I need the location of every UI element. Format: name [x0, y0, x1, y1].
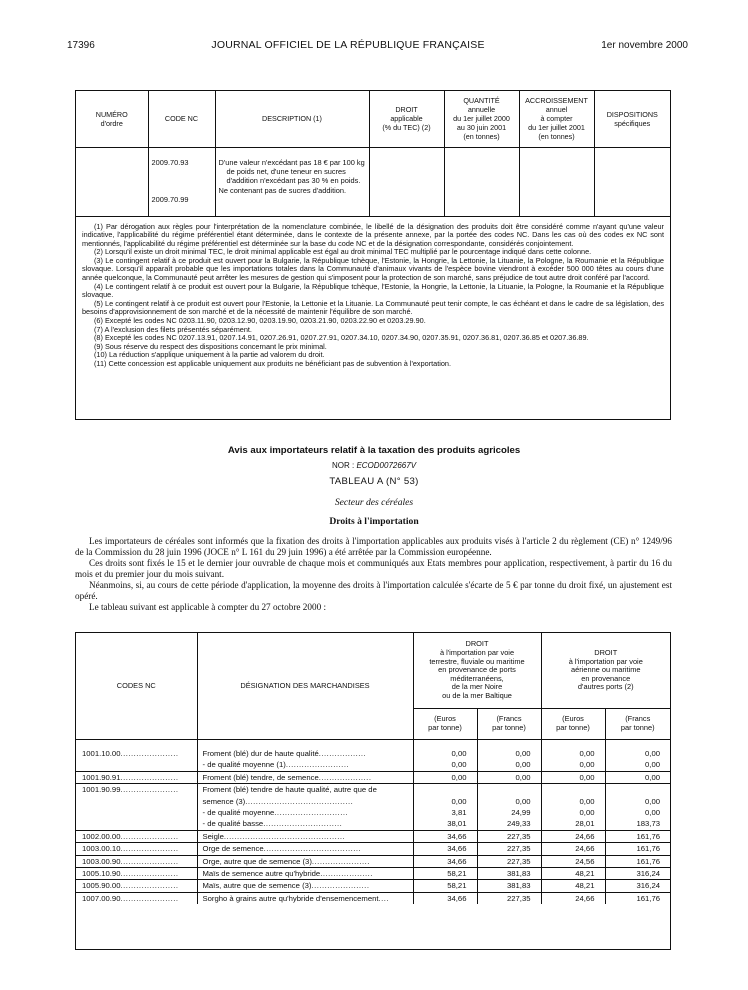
table-row	[76, 818, 670, 830]
designation-cell: Froment (blé) dur de haute qualité..................	[197, 740, 413, 760]
value-cell: 249,33	[477, 818, 541, 830]
table-row	[76, 880, 670, 892]
footnote: (2) Lorsqu'il existe un droit minimal TEC, le droit minimal applicable est égal au droit minimal TEC multiplié par le pourcentage indiqué dans cette colonne.	[94, 247, 592, 257]
col-francs-terrestre: (Francs par tonne)	[477, 709, 541, 740]
code-cell: 1005.10.90......................	[76, 868, 197, 880]
footnote: (5) Le contingent relatif à ce produit est ouvert pour l'Estonie, la Lettonie et la Lituanie. La Communauté peut tenir compte, le cas échéant et dans le cadre de sa législation, des besoins d'approvisionnement de son marché et de la nécessité de maintenir l'équilibre de son marché.	[82, 298, 664, 317]
paragraph: Le tableau suivant est applicable à compter du 27 octobre 2000 :	[89, 602, 327, 612]
col-droit: DROIT applicable (% du TEC) (2)	[369, 91, 444, 147]
value-cell: 227,35	[477, 855, 541, 867]
table-row	[76, 784, 670, 796]
designation-cell: Seigle..............................................	[197, 830, 413, 842]
col-accroissement: ACCROISSEMENT annuel à compter du 1er juillet 2001 (en tonnes)	[519, 91, 594, 147]
value-cell: 0,00	[645, 796, 660, 806]
designation-cell: Orge, autre que de semence (3)......................	[197, 855, 413, 867]
footnote: (8) Excepté les codes NC 0207.13.91, 0207.14.91, 0207.26.91, 0207.27.91, 0207.34.10, 0207.34.90, 0207.35.91, 0207.36.81, 0207.36.85 et 0207.36.89.	[94, 333, 589, 343]
table-row	[76, 771, 670, 783]
value-cell: 24,99	[477, 807, 541, 818]
table-row	[76, 830, 670, 842]
value-cell: 0,00	[413, 796, 477, 807]
value-cell: 34,66	[413, 892, 477, 904]
footnote: (10) La réduction s'applique uniquement à la partie ad valorem du droit.	[94, 350, 325, 360]
value-cell: 28,01	[541, 818, 605, 830]
table-row	[76, 807, 670, 818]
col-designation: DÉSIGNATION DES MARCHANDISES	[197, 633, 413, 740]
table-row	[76, 740, 670, 760]
value-cell: 0,00	[413, 771, 477, 783]
section-title: Droits à l'importation	[329, 516, 419, 527]
value-cell: 0,00	[645, 749, 660, 758]
col-euros-aerienne: (Euros par tonne)	[541, 709, 605, 740]
col-francs-aerienne: (Francs par tonne)	[605, 709, 670, 740]
value-cell: 381,83	[477, 880, 541, 892]
value-cell: 34,66	[413, 843, 477, 855]
value-cell	[541, 784, 605, 796]
tableau-title: TABLEAU A (N° 53)	[329, 476, 419, 487]
value-cell: 227,35	[477, 892, 541, 904]
footnote: (1) Par dérogation aux règles pour l'interprétation de la nomenclature combinée, le libellé de la désignation des produits doit être considéré comme n'ayant qu'une valeur indicative, l'applicabilité du régime préférentiel étant déterminée, dans le contexte de la présente annexe, par la portée des codes NC. Dans les cas où des codes ex NC sont mentionnés, l'applicabilité du régime préférentiel est déterminée sur la base du code NC et de la désignation correspondante, considérés conjointement.	[82, 221, 664, 248]
value-cell: 48,21	[541, 868, 605, 880]
page-header	[67, 37, 688, 53]
value-cell: 0,00	[477, 759, 541, 771]
designation-cell: Sorgho à grains autre qu'hybride d'ensemencement....	[197, 892, 413, 904]
table-row	[76, 855, 670, 867]
footnote: (11) Cette concession est applicable uniquement aux produits ne bénéficiant pas de subvention à l'exportation.	[94, 359, 452, 368]
page-number: 17396	[67, 39, 95, 51]
paragraph: Ces droits sont fixés le 15 et le dernier jour ouvrable de chaque mois et communiqués aux Etats membres pour application, respectivement, à partir du 16 du mois et du premier jour du mois suivant.	[75, 558, 672, 579]
value-cell: 0,00	[541, 771, 605, 783]
value-cell: 0,00	[541, 796, 605, 807]
value-cell: 0,00	[541, 740, 605, 760]
designation-cell: Maïs de semence autre qu'hybride....................	[197, 868, 413, 880]
description-cell: D'une valeur n'excédant pas 18 € par 100 kg de poids net, d'une teneur en sucres d'addition n'excédant pas 30 % en poids. Ne contenant pas de sucres d'addition.	[215, 147, 369, 216]
col-description: DESCRIPTION (1)	[215, 91, 369, 147]
value-cell: 161,76	[605, 892, 670, 904]
value-cell: 0,00	[477, 771, 541, 783]
designation-cell: Froment (blé) tendre, de semence....................	[197, 771, 413, 783]
footnotes	[76, 217, 670, 369]
code-cell: 1005.90.00......................	[76, 880, 197, 892]
col-dispositions: DISPOSITIONS spécifiques	[594, 91, 670, 147]
value-cell: 58,21	[413, 880, 477, 892]
col-numero: NUMÉRO d'ordre	[76, 91, 148, 147]
value-cell	[605, 784, 670, 796]
code-cell: 1003.00.90......................	[76, 855, 197, 867]
value-cell: 227,35	[477, 843, 541, 855]
value-cell: 58,21	[413, 868, 477, 880]
sector-title: Secteur des céréales	[334, 497, 414, 508]
table-row	[76, 868, 670, 880]
code-cell	[76, 796, 197, 807]
paragraph: Néanmoins, si, au cours de cette période d'application, la moyenne des droits à l'importation calculée s'écarte de 5 € par tonne du droit fixé, un ajustement est opéré.	[75, 580, 672, 601]
col-quantite: QUANTITÉ annuelle du 1er juillet 2000 au 30 juin 2001 (en tonnes)	[444, 91, 519, 147]
value-cell	[477, 784, 541, 796]
code-cell: 1001.90.99......................	[76, 784, 197, 796]
col-code-nc: CODE NC	[148, 91, 215, 147]
value-cell: 227,35	[477, 830, 541, 842]
footnote: (3) Le contingent relatif à ce produit est ouvert pour la Bulgarie, la République tchèque, l'Estonie, la Hongrie, la Lettonie, la Lituanie, la Pologne, la Roumanie et la République slovaque. Lorsqu'il apparaît probable que les importations totales dans la Communauté d'animaux vivants de l'espèce bovine viendront à excéder 500 000 têtes au cours d'une année quelconque, la Communauté peut arrêter les mesures de gestion qui s'imposent pour la protection de son marché, sans préjudice de tout autre droit conféré par l'accord.	[82, 255, 664, 283]
code-cell: 1007.00.90......................	[76, 892, 197, 904]
value-cell: 161,76	[605, 855, 670, 867]
value-cell: 3,81	[413, 807, 477, 818]
designation-cell: Orge de semence.....................................	[197, 843, 413, 855]
value-cell: 34,66	[413, 855, 477, 867]
designation-cell: semence (3).........................................	[197, 796, 413, 807]
value-cell: 0,00	[413, 740, 477, 760]
value-cell: 316,24	[605, 868, 670, 880]
value-cell: 183,73	[636, 819, 660, 829]
table-row	[76, 759, 670, 771]
table-row	[76, 796, 670, 807]
footnote: (4) Le contingent relatif à ce produit est ouvert pour la Bulgarie, la République tchèque, l'Estonie, la Hongrie, la Lettonie, la Lituanie, la Pologne, la Roumanie et la République slovaque.	[82, 281, 664, 300]
designation-cell: Froment (blé) tendre de haute qualité, autre que de	[197, 784, 413, 796]
duties-table	[76, 633, 670, 904]
designation-cell: - de qualité moyenne (1)........................	[197, 759, 413, 771]
value-cell: 38,01	[413, 818, 477, 830]
value-cell: 0,00	[605, 771, 670, 783]
value-cell: 24,56	[541, 855, 605, 867]
value-cell: 0,00	[413, 759, 477, 771]
footnote: (7) A l'exclusion des filets présentés séparément.	[94, 324, 252, 334]
value-cell: 24,66	[541, 892, 605, 904]
table-row	[76, 843, 670, 855]
value-cell	[413, 784, 477, 796]
code-cell: 1001.10.00......................	[76, 740, 197, 760]
issue-date: 1er novembre 2000	[601, 39, 688, 51]
designation-cell: - de qualité basse..............................	[197, 818, 413, 830]
value-cell: 0,00	[477, 796, 541, 807]
duties-table-box	[75, 632, 671, 950]
code-cell	[76, 759, 197, 771]
value-cell: 48,21	[541, 880, 605, 892]
designation-cell: Maïs, autre que de semence (3)......................	[197, 880, 413, 892]
value-cell: 161,76	[605, 830, 670, 842]
code-cell	[76, 818, 197, 830]
code-cell: 1003.00.10......................	[76, 843, 197, 855]
col-euros-terrestre: (Euros par tonne)	[413, 709, 477, 740]
value-cell: 34,66	[413, 830, 477, 842]
code-cell	[76, 807, 197, 818]
designation-cell: - de qualité moyenne............................	[197, 807, 413, 818]
quota-table-box	[75, 90, 671, 420]
nor-reference: NOR : ECOD0072667V	[331, 461, 417, 470]
value-cell: 24,66	[541, 843, 605, 855]
notice-title: Avis aux importateurs relatif à la taxation des produits agricoles	[227, 445, 521, 456]
value-cell: 0,00	[541, 807, 605, 818]
value-cell: 161,76	[605, 843, 670, 855]
footnote: (9) Sous réserve du respect des dispositions concernant le prix minimal.	[94, 341, 327, 351]
value-cell: 316,24	[605, 880, 670, 892]
quota-table	[76, 91, 670, 217]
value-cell: 0,00	[541, 759, 605, 771]
value-cell: 381,83	[477, 868, 541, 880]
code-cell: 1002.00.00......................	[76, 830, 197, 842]
value-cell: 0,00	[645, 808, 660, 818]
code-cell: 2009.70.93 2009.70.99	[148, 147, 215, 216]
value-cell: 24,66	[541, 830, 605, 842]
paragraph: Les importateurs de céréales sont informés que la fixation des droits à l'importation applicables aux produits visés à l'article 2 du règlement (CE) n° 1249/96 de la Commission du 28 juin 1996 (JOCE n° L 161 du 29 juin 1996) a été arrêtée par la Commission européenne.	[75, 536, 672, 557]
value-cell: 0,00	[645, 760, 660, 770]
code-cell: 1001.90.91......................	[76, 771, 197, 783]
col-droit-aerienne: DROIT à l'importation par voie aérienne ou maritime en provenance d'autres ports (2)	[541, 633, 670, 709]
col-codes-nc: CODES NC	[76, 633, 197, 740]
value-cell: 0,00	[477, 740, 541, 760]
table-row	[76, 892, 670, 904]
table-row	[76, 147, 670, 216]
footnote: (6) Excepté les codes NC 0203.11.90, 0203.12.90, 0203.19.90, 0203.21.90, 0203.22.90 et 0203.29.90.	[94, 316, 426, 326]
notice-body	[75, 536, 672, 613]
journal-title: JOURNAL OFFICIEL DE LA RÉPUBLIQUE FRANÇAISE	[211, 39, 485, 51]
col-droit-terrestre: DROIT à l'importation par voie terrestre, fluviale ou maritime en provenance de ports méditerranéens, de la mer Noire ou de la mer Baltique	[413, 633, 541, 709]
